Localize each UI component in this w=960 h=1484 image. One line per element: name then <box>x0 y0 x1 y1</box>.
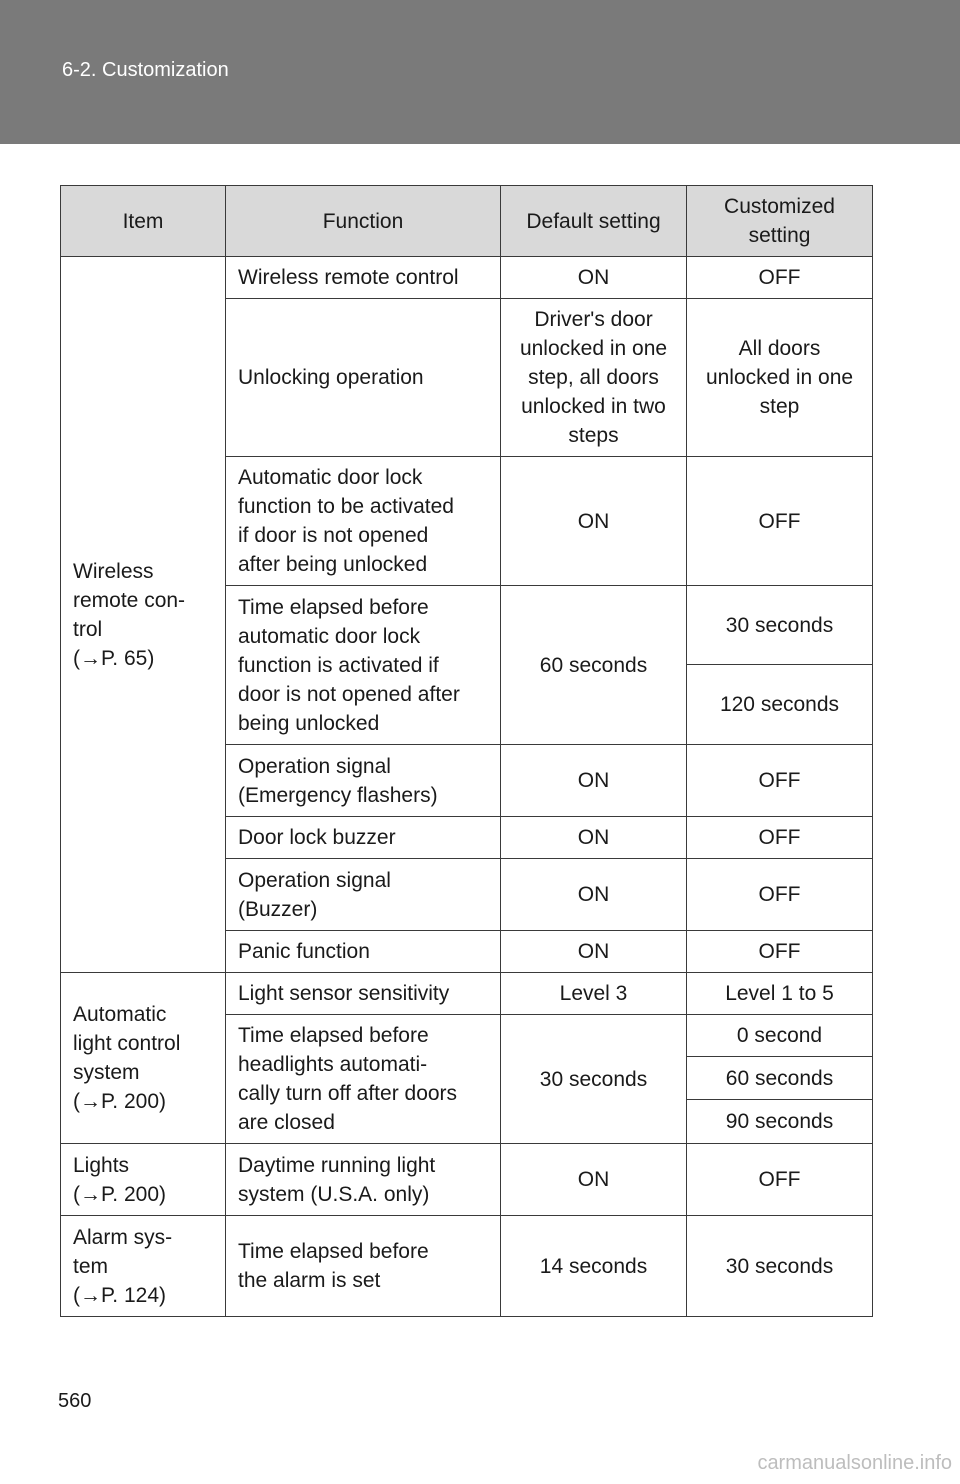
item-cell: Automatic light control system (→P. 200) <box>61 973 226 1144</box>
table-row <box>61 1144 873 1216</box>
column-header-item: Item <box>61 186 226 257</box>
customized-cell: OFF <box>687 1144 873 1216</box>
function-cell: Automatic door lock function to be activated if door is not opened after being unlocked <box>226 457 501 586</box>
customized-cell: 30 seconds <box>687 1216 873 1317</box>
default-cell: 14 seconds <box>501 1216 687 1317</box>
section-title: 6-2. Customization <box>62 59 229 81</box>
function-cell: Wireless remote control <box>226 257 501 299</box>
function-cell: Unlocking operation <box>226 299 501 457</box>
header-band <box>0 0 960 144</box>
page-number: 560 <box>58 1390 92 1412</box>
customized-cell: 60 seconds <box>687 1057 873 1100</box>
default-cell: ON <box>501 745 687 817</box>
customized-cell: 30 seconds <box>687 586 873 665</box>
customized-cell: 120 seconds <box>687 665 873 745</box>
default-cell: 60 seconds <box>501 586 687 745</box>
default-cell: Level 3 <box>501 973 687 1015</box>
default-cell: ON <box>501 859 687 931</box>
function-cell: Light sensor sensitivity <box>226 973 501 1015</box>
default-cell: ON <box>501 931 687 973</box>
column-header-function: Function <box>226 186 501 257</box>
function-cell: Time elapsed before automatic door lock function is activated if door is not opened after being unlocked <box>226 586 501 745</box>
function-cell: Operation signal (Buzzer) <box>226 859 501 931</box>
column-header-default: Default setting <box>501 186 687 257</box>
customized-cell: OFF <box>687 931 873 973</box>
function-cell: Time elapsed before headlights automati- cally turn off after doors are closed <box>226 1015 501 1144</box>
column-header-customized: Customized setting <box>687 186 873 257</box>
customized-cell: OFF <box>687 457 873 586</box>
customized-cell: All doors unlocked in one step <box>687 299 873 457</box>
item-cell: Lights (→P. 200) <box>61 1144 226 1216</box>
table-row <box>61 973 873 1015</box>
customization-table <box>60 185 873 1317</box>
customized-cell: OFF <box>687 257 873 299</box>
customized-cell: 90 seconds <box>687 1100 873 1144</box>
customized-cell: 0 second <box>687 1015 873 1057</box>
customized-cell: OFF <box>687 817 873 859</box>
customized-cell: OFF <box>687 745 873 817</box>
function-cell: Operation signal (Emergency flashers) <box>226 745 501 817</box>
function-cell: Door lock buzzer <box>226 817 501 859</box>
item-cell: Wireless remote con- trol (→P. 65) <box>61 257 226 973</box>
default-cell: ON <box>501 817 687 859</box>
default-cell: Driver's door unlocked in one step, all doors unlocked in two steps <box>501 299 687 457</box>
watermark: carmanualsonline.info <box>757 1452 952 1474</box>
customized-cell: Level 1 to 5 <box>687 973 873 1015</box>
customized-cell: OFF <box>687 859 873 931</box>
function-cell: Time elapsed before the alarm is set <box>226 1216 501 1317</box>
default-cell: 30 seconds <box>501 1015 687 1144</box>
table-row <box>61 1216 873 1317</box>
table-row <box>61 257 873 299</box>
function-cell: Daytime running light system (U.S.A. only) <box>226 1144 501 1216</box>
item-cell: Alarm sys- tem (→P. 124) <box>61 1216 226 1317</box>
default-cell: ON <box>501 457 687 586</box>
table-header-row <box>61 186 873 257</box>
default-cell: ON <box>501 1144 687 1216</box>
default-cell: ON <box>501 257 687 299</box>
function-cell: Panic function <box>226 931 501 973</box>
